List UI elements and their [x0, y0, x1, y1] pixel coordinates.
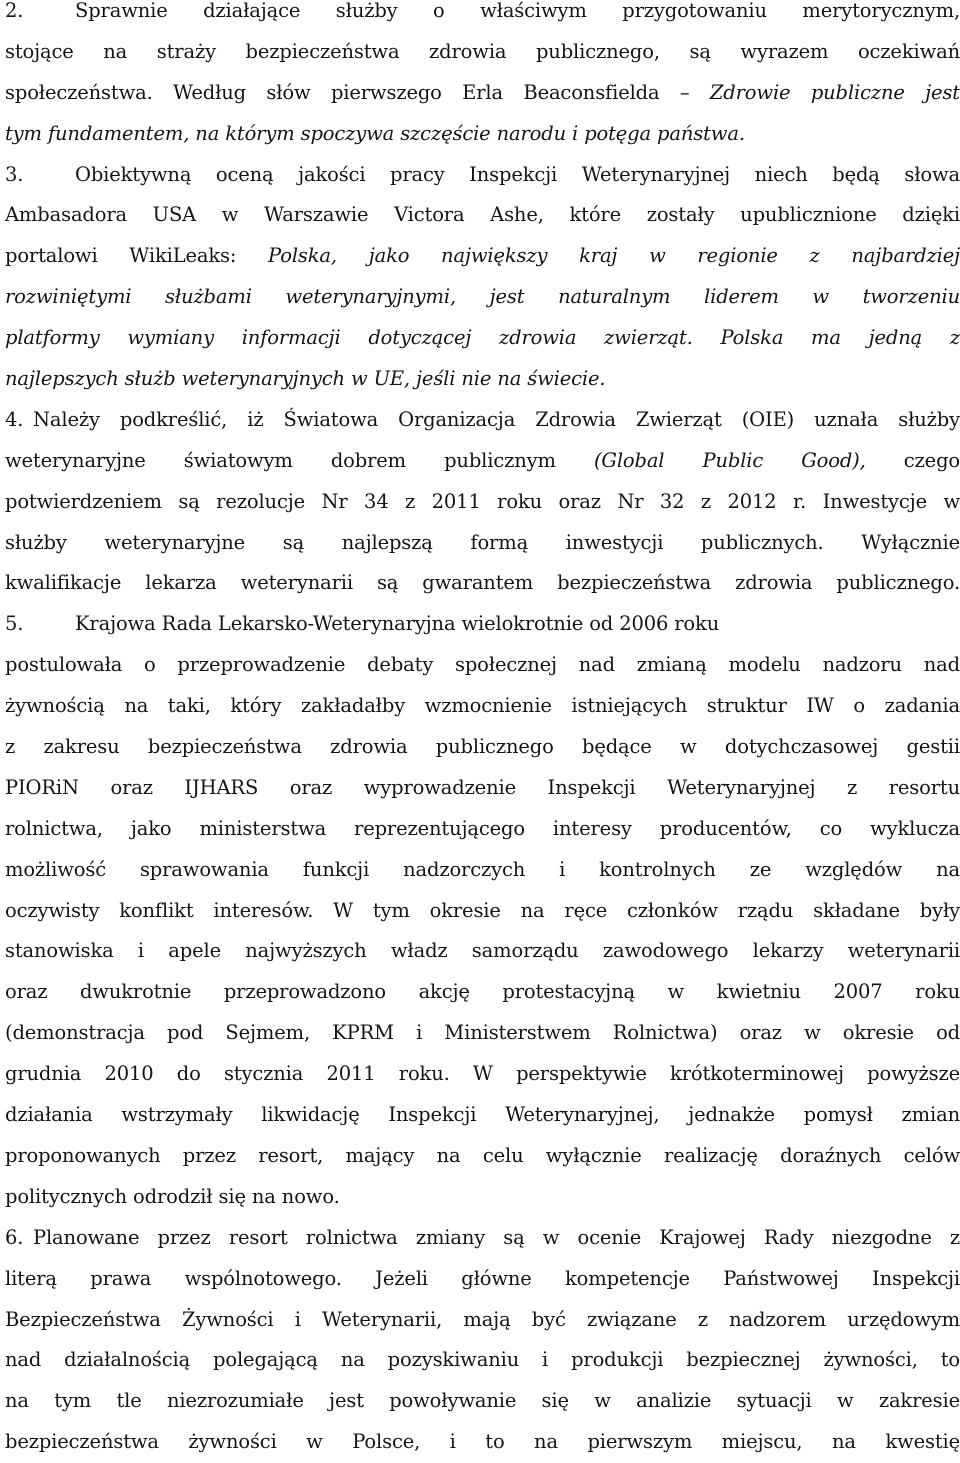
text-run: potwierdzeniem są rezolucje Nr 34 z 2011 roku oraz Nr 32 z 2012 r. Inwestycje w	[5, 489, 960, 513]
text-line	[5, 931, 960, 972]
text-line	[5, 604, 960, 645]
text-line	[5, 318, 960, 359]
text-line	[5, 73, 960, 114]
text-run: służby weterynaryjne są najlepszą formą inwestycji publicznych. Wyłącznie	[5, 530, 960, 554]
text-run: Obiektywną oceną jakości pracy Inspekcji Weterynaryjnej niech będą słowa	[75, 162, 960, 186]
text-line	[5, 1095, 960, 1136]
paragraph-number: 4.	[5, 407, 24, 431]
text-run: Ambasadora USA w Warszawie Victora Ashe, które zostały upublicznione dzięki	[5, 203, 960, 227]
text-run: Krajowa Rada Lekarsko-Weterynaryjna wielokrotnie od 2006 roku	[75, 612, 720, 636]
text-line	[5, 1422, 960, 1463]
text-run: możliwość sprawowania funkcji nadzorczych i kontrolnych ze względów na	[5, 857, 960, 881]
paragraph-number: 3.	[5, 162, 24, 186]
text-line	[5, 236, 960, 277]
text-run: postulowała o przeprowadzenie debaty społecznej nad zmianą modelu nadzoru nad	[5, 653, 960, 677]
paragraph-2	[5, 0, 960, 155]
text-line	[5, 645, 960, 686]
text-run: proponowanych przez resort, mający na celu wyłącznie realizację doraźnych celów	[5, 1143, 960, 1167]
text-run: Bezpieczeństwa Żywności i Weterynarii, mają być związane z nadzorem urzędowym	[5, 1307, 960, 1331]
text-run-italic: platformy wymiany informacji dotyczącej zdrowia zwierząt. Polska ma jedną z	[5, 326, 960, 350]
text-line	[5, 563, 960, 604]
text-line	[5, 359, 960, 400]
paragraph-number: 2.	[5, 0, 24, 22]
text-line	[5, 1177, 960, 1218]
text-run: (demonstracja pod Sejmem, KPRM i Ministerstwem Rolnictwa) oraz w okresie od	[5, 1021, 960, 1045]
text-run: Sprawnie działające służby o właściwym przygotowaniu merytorycznym,	[75, 0, 960, 22]
text-run-italic: najlepszych służb weterynaryjnych w UE, jeśli nie na świecie.	[5, 367, 606, 391]
text-run: Planowane przez resort rolnictwa zmiany są w ocenie Krajowej Rady niezgodne z	[33, 1225, 960, 1249]
text-line	[5, 277, 960, 318]
text-run: żywnością na taki, który zakładałby wzmocnienie istniejących struktur IW o zadania	[5, 694, 960, 718]
text-run: literą prawa wspólnotowego. Jeżeli główne kompetencje Państwowej Inspekcji	[5, 1266, 960, 1290]
document-page	[5, 0, 960, 1463]
text-line	[5, 155, 960, 196]
text-line	[5, 441, 960, 482]
text-line	[5, 1054, 960, 1095]
text-line	[5, 809, 960, 850]
text-line	[5, 482, 960, 523]
text-line	[5, 768, 960, 809]
text-line	[5, 32, 960, 73]
paragraph-3	[5, 155, 960, 400]
text-run: kwalifikacje lekarza weterynarii są gwarantem bezpieczeństwa zdrowia publicznego.	[5, 571, 960, 595]
text-line	[5, 400, 960, 441]
text-line	[5, 195, 960, 236]
text-run-italic: (Global Public Good),	[593, 448, 866, 472]
text-run: weterynaryjne światowym dobrem publicznym	[5, 448, 594, 472]
text-run: grudnia 2010 do stycznia 2011 roku. W perspektywie krótkoterminowej powyższe	[5, 1062, 960, 1086]
text-line	[5, 850, 960, 891]
text-run: portalowi WikiLeaks:	[5, 244, 269, 268]
paragraph-number: 6.	[5, 1225, 24, 1249]
text-run-italic: Polska, jako największy kraj w regionie z najbardziej	[268, 244, 960, 268]
text-run: bezpieczeństwa żywności w Polsce, i to na pierwszym miejscu, na kwestię	[5, 1430, 960, 1454]
text-line	[5, 686, 960, 727]
text-line	[5, 1340, 960, 1381]
text-run: działania wstrzymały likwidację Inspekcji Weterynaryjnej, jednakże pomysł zmian	[5, 1103, 960, 1127]
text-line	[5, 727, 960, 768]
text-line	[5, 523, 960, 564]
text-line	[5, 1381, 960, 1422]
text-line	[5, 114, 960, 155]
paragraph-number: 5.	[5, 612, 24, 636]
text-line	[5, 1300, 960, 1341]
text-line	[5, 0, 960, 32]
text-line	[5, 1218, 960, 1259]
text-run: na tym tle niezrozumiałe jest powoływanie się w analizie sytuacji w zakresie	[5, 1389, 960, 1413]
paragraph-6	[5, 1218, 960, 1463]
paragraph-4	[5, 400, 960, 604]
paragraph-5	[5, 604, 960, 1217]
text-run: rolnictwa, jako ministerstwa reprezentującego interesy producentów, co wyklucza	[5, 816, 960, 840]
text-line	[5, 1136, 960, 1177]
text-line	[5, 891, 960, 932]
text-run: z zakresu bezpieczeństwa zdrowia publicznego będące w dotychczasowej gestii	[5, 735, 960, 759]
text-run-italic: Zdrowie publiczne jest	[709, 80, 960, 104]
text-run: politycznych odrodził się na nowo.	[5, 1184, 340, 1208]
text-run: społeczeństwa. Według słów pierwszego Erla Beaconsfielda –	[5, 80, 710, 104]
text-line	[5, 1259, 960, 1300]
text-run: czego	[865, 448, 960, 472]
text-run: oczywisty konflikt interesów. W tym okresie na ręce członków rządu składane były	[5, 898, 960, 922]
text-run: nad działalnością polegającą na pozyskiwaniu i produkcji bezpiecznej żywności, to	[5, 1348, 960, 1372]
text-run: Należy podkreślić, iż Światowa Organizacja Zdrowia Zwierząt (OIE) uznała służby	[33, 407, 960, 431]
text-run: stojące na straży bezpieczeństwa zdrowia publicznego, są wyrazem oczekiwań	[5, 39, 960, 63]
text-run: stanowiska i apele najwyższych władz samorządu zawodowego lekarzy weterynarii	[5, 939, 960, 963]
text-run-italic: rozwiniętymi służbami weterynaryjnymi, jest naturalnym liderem w tworzeniu	[5, 285, 960, 309]
text-line	[5, 1013, 960, 1054]
text-run: PIORiN oraz IJHARS oraz wyprowadzenie Inspekcji Weterynaryjnej z resortu	[5, 775, 960, 799]
text-run: oraz dwukrotnie przeprowadzono akcję protestacyjną w kwietniu 2007 roku	[5, 980, 960, 1004]
text-line	[5, 972, 960, 1013]
text-run-italic: tym fundamentem, na którym spoczywa szczęście narodu i potęga państwa.	[5, 121, 745, 145]
